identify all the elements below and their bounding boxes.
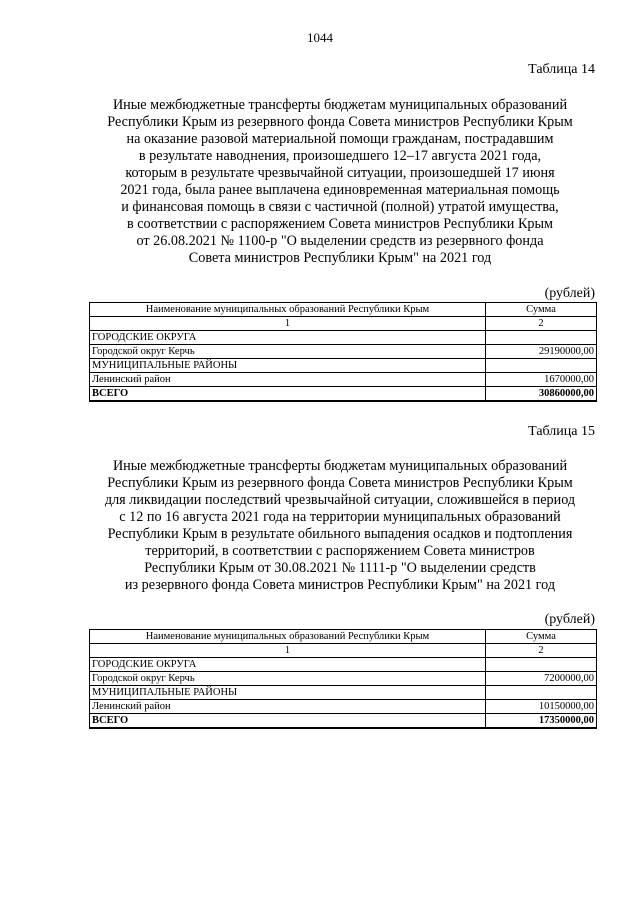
row-name-cell: ГОРОДСКИЕ ОКРУГА	[90, 331, 486, 345]
header-name-cell: Наименование муниципальных образований Республики Крым	[90, 630, 486, 644]
total-name-cell: ВСЕГО	[90, 714, 486, 729]
row-name-cell: МУНИЦИПАЛЬНЫЕ РАЙОНЫ	[90, 359, 486, 373]
title-line: территорий, в соответствии с распоряжением Совета министров	[145, 543, 535, 559]
table-15-units: (рублей)	[544, 612, 595, 627]
title-line: Республики Крым в результате обильного выпадения осадков и подтопления	[107, 526, 573, 542]
row-sum-cell: 7200000,00	[486, 672, 597, 686]
title-line: которым в результате чрезвычайной ситуации, произошедшей 17 июня	[125, 165, 555, 181]
total-sum-cell: 30860000,00	[486, 387, 597, 402]
row-name-cell: ГОРОДСКИЕ ОКРУГА	[90, 658, 486, 672]
row-sum-cell	[486, 658, 597, 672]
title-line: и финансовая помощь в связи с частичной (полной) утратой имущества,	[121, 199, 559, 215]
total-sum-cell: 17350000,00	[486, 714, 597, 729]
table-row	[90, 373, 597, 387]
title-line: Республики Крым из резервного фонда Совета министров Республики Крым	[107, 475, 573, 491]
table-14	[89, 302, 597, 402]
total-name-cell: ВСЕГО	[90, 387, 486, 402]
column-number-cell: 2	[486, 644, 597, 658]
table-header-row	[90, 303, 597, 317]
row-sum-cell	[486, 359, 597, 373]
header-sum-cell: Сумма	[486, 630, 597, 644]
table-row	[90, 686, 597, 700]
column-number-row	[90, 644, 597, 658]
table-15	[89, 629, 597, 729]
title-line: с 12 по 16 августа 2021 года на территории муниципальных образований	[119, 509, 561, 525]
table-14-title	[70, 97, 610, 267]
table-header-row	[90, 630, 597, 644]
table-14-units: (рублей)	[544, 286, 595, 301]
title-line: Республики Крым от 30.08.2021 № 1111-р "О выделении средств	[144, 560, 536, 576]
row-sum-cell	[486, 686, 597, 700]
table-row	[90, 331, 597, 345]
title-line: для ликвидации последствий чрезвычайной ситуации, сложившейся в период	[104, 492, 576, 508]
row-sum-cell: 1670000,00	[486, 373, 597, 387]
row-name-cell: Городской округ Керчь	[90, 672, 486, 686]
row-sum-cell	[486, 331, 597, 345]
row-name-cell: Ленинский район	[90, 700, 486, 714]
row-sum-cell: 29190000,00	[486, 345, 597, 359]
column-number-cell: 2	[486, 317, 597, 331]
table-15-title	[70, 458, 610, 594]
row-name-cell: Ленинский район	[90, 373, 486, 387]
title-line: на оказание разовой материальной помощи гражданам, пострадавшим	[126, 131, 554, 147]
row-name-cell: МУНИЦИПАЛЬНЫЕ РАЙОНЫ	[90, 686, 486, 700]
row-sum-cell: 10150000,00	[486, 700, 597, 714]
table-row	[90, 345, 597, 359]
title-line: 2021 года, была ранее выплачена единовременная материальная помощь	[120, 182, 560, 198]
title-line: Иные межбюджетные трансферты бюджетам муниципальных образований	[112, 458, 568, 474]
table-row	[90, 359, 597, 373]
table-row	[90, 672, 597, 686]
header-sum-cell: Сумма	[486, 303, 597, 317]
title-line: от 26.08.2021 № 1100-р "О выделении средств из резервного фонда	[136, 233, 544, 249]
title-line: Совета министров Республики Крым" на 2021 год	[188, 250, 492, 266]
total-row	[90, 714, 597, 729]
total-row	[90, 387, 597, 402]
table-row	[90, 658, 597, 672]
title-line: из резервного фонда Совета министров Республики Крым" на 2021 год	[124, 577, 556, 593]
table-row	[90, 700, 597, 714]
table-14-label: Таблица 14	[528, 62, 595, 77]
column-number-cell: 1	[90, 317, 486, 331]
row-name-cell: Городской округ Керчь	[90, 345, 486, 359]
column-number-cell: 1	[90, 644, 486, 658]
column-number-row	[90, 317, 597, 331]
table-15-label: Таблица 15	[528, 424, 595, 439]
title-line: в результате наводнения, произошедшего 12–17 августа 2021 года,	[138, 148, 542, 164]
title-line: Иные межбюджетные трансферты бюджетам муниципальных образований	[112, 97, 568, 113]
title-line: Республики Крым из резервного фонда Совета министров Республики Крым	[107, 114, 573, 130]
page-number: 1044	[307, 30, 333, 45]
title-line: в соответствии с распоряжением Совета министров Республики Крым	[126, 216, 554, 232]
header-name-cell: Наименование муниципальных образований Республики Крым	[90, 303, 486, 317]
